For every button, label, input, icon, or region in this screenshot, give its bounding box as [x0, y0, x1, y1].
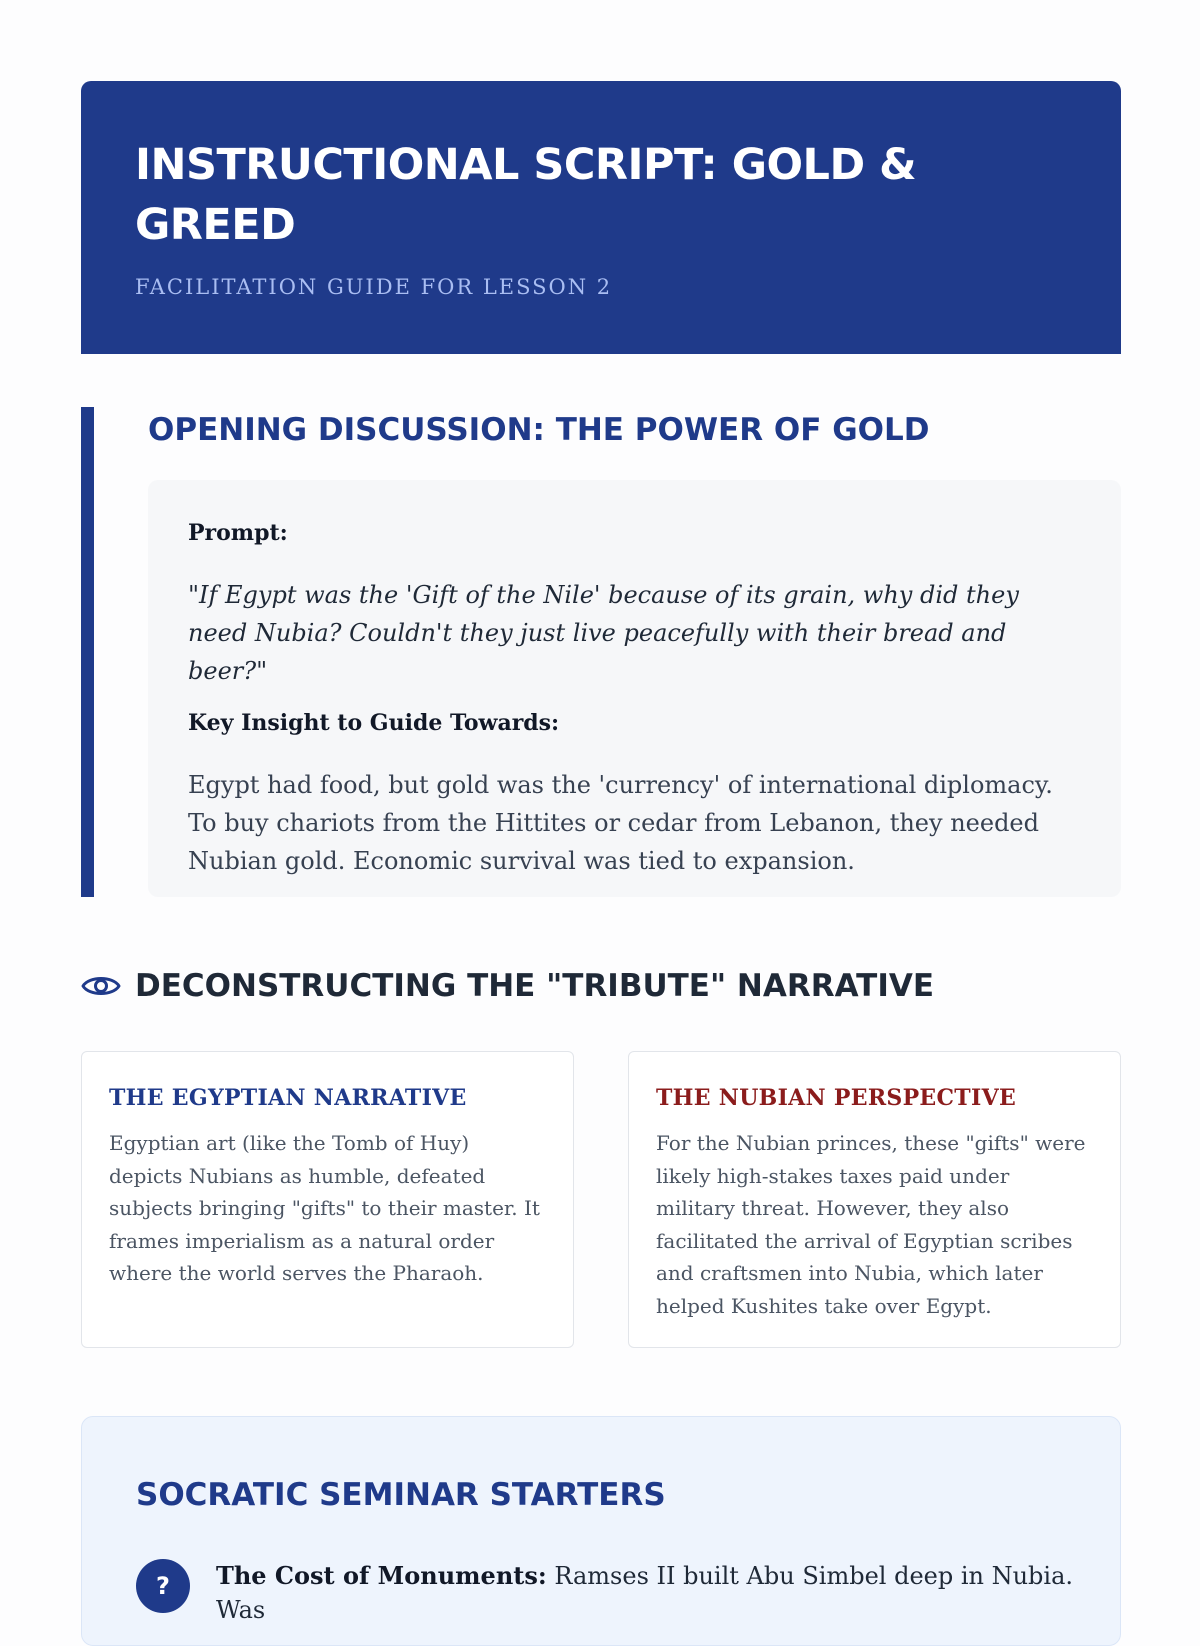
eye-icon	[81, 970, 121, 1002]
page-header	[81, 81, 1121, 354]
egyptian-narrative-body: Egyptian art (like the Tomb of Huy) depicts Nubians as humble, defeated subjects bringing "gifts" to their master. It frames imperialism as a natural order where the world serves the Pharaoh.	[109, 1131, 540, 1285]
socratic-seminar-title: SOCRATIC SEMINAR STARTERS	[136, 1477, 666, 1513]
egyptian-narrative-card	[81, 1051, 574, 1348]
page-subtitle: FACILITATION GUIDE FOR LESSON 2	[135, 275, 613, 299]
opening-discussion-section	[81, 407, 1121, 897]
insight-text: Egypt had food, but gold was the 'currency' of international diplomacy. To buy chariots from the Hittites or cedar from Lebanon, they needed Nubian gold. Economic survival was tied to expansion.	[188, 771, 1053, 875]
tribute-section-header	[81, 963, 934, 1009]
prompt-label: Prompt:	[188, 520, 288, 546]
insight-label: Key Insight to Guide Towards:	[188, 710, 560, 736]
socratic-seminar-section	[81, 1416, 1121, 1646]
question-badge-icon: ?	[136, 1559, 190, 1613]
nubian-perspective-card	[628, 1051, 1121, 1348]
seminar-starter-body: Ramses II built Abu Simbel deep in Nubia. Was	[216, 1562, 1074, 1624]
seminar-starter-text	[216, 1559, 1076, 1627]
section-accent-bar	[81, 407, 94, 897]
prompt-box	[148, 480, 1121, 897]
seminar-starter-lead: The Cost of Monuments:	[216, 1561, 547, 1590]
list-item	[136, 1559, 1076, 1627]
tribute-section-title: DECONSTRUCTING THE "TRIBUTE" NARRATIVE	[135, 968, 935, 1004]
nubian-perspective-heading: THE NUBIAN PERSPECTIVE	[656, 1085, 1017, 1111]
opening-discussion-title: OPENING DISCUSSION: THE POWER OF GOLD	[148, 412, 930, 448]
nubian-perspective-body: For the Nubian princes, these "gifts" were likely high-stakes taxes paid under military threat. However, they also facilitated the arrival of Egyptian scribes and craftsmen into Nubia, which later helped Kushites take over Egypt.	[656, 1131, 1086, 1318]
prompt-text: "If Egypt was the 'Gift of the Nile' because of its grain, why did they need Nubia? Couldn't they just live peacefully with their bread and beer?"	[188, 581, 1019, 685]
page-title: INSTRUCTIONAL SCRIPT: GOLD & GREED	[135, 140, 917, 250]
egyptian-narrative-heading: THE EGYPTIAN NARRATIVE	[109, 1085, 467, 1111]
